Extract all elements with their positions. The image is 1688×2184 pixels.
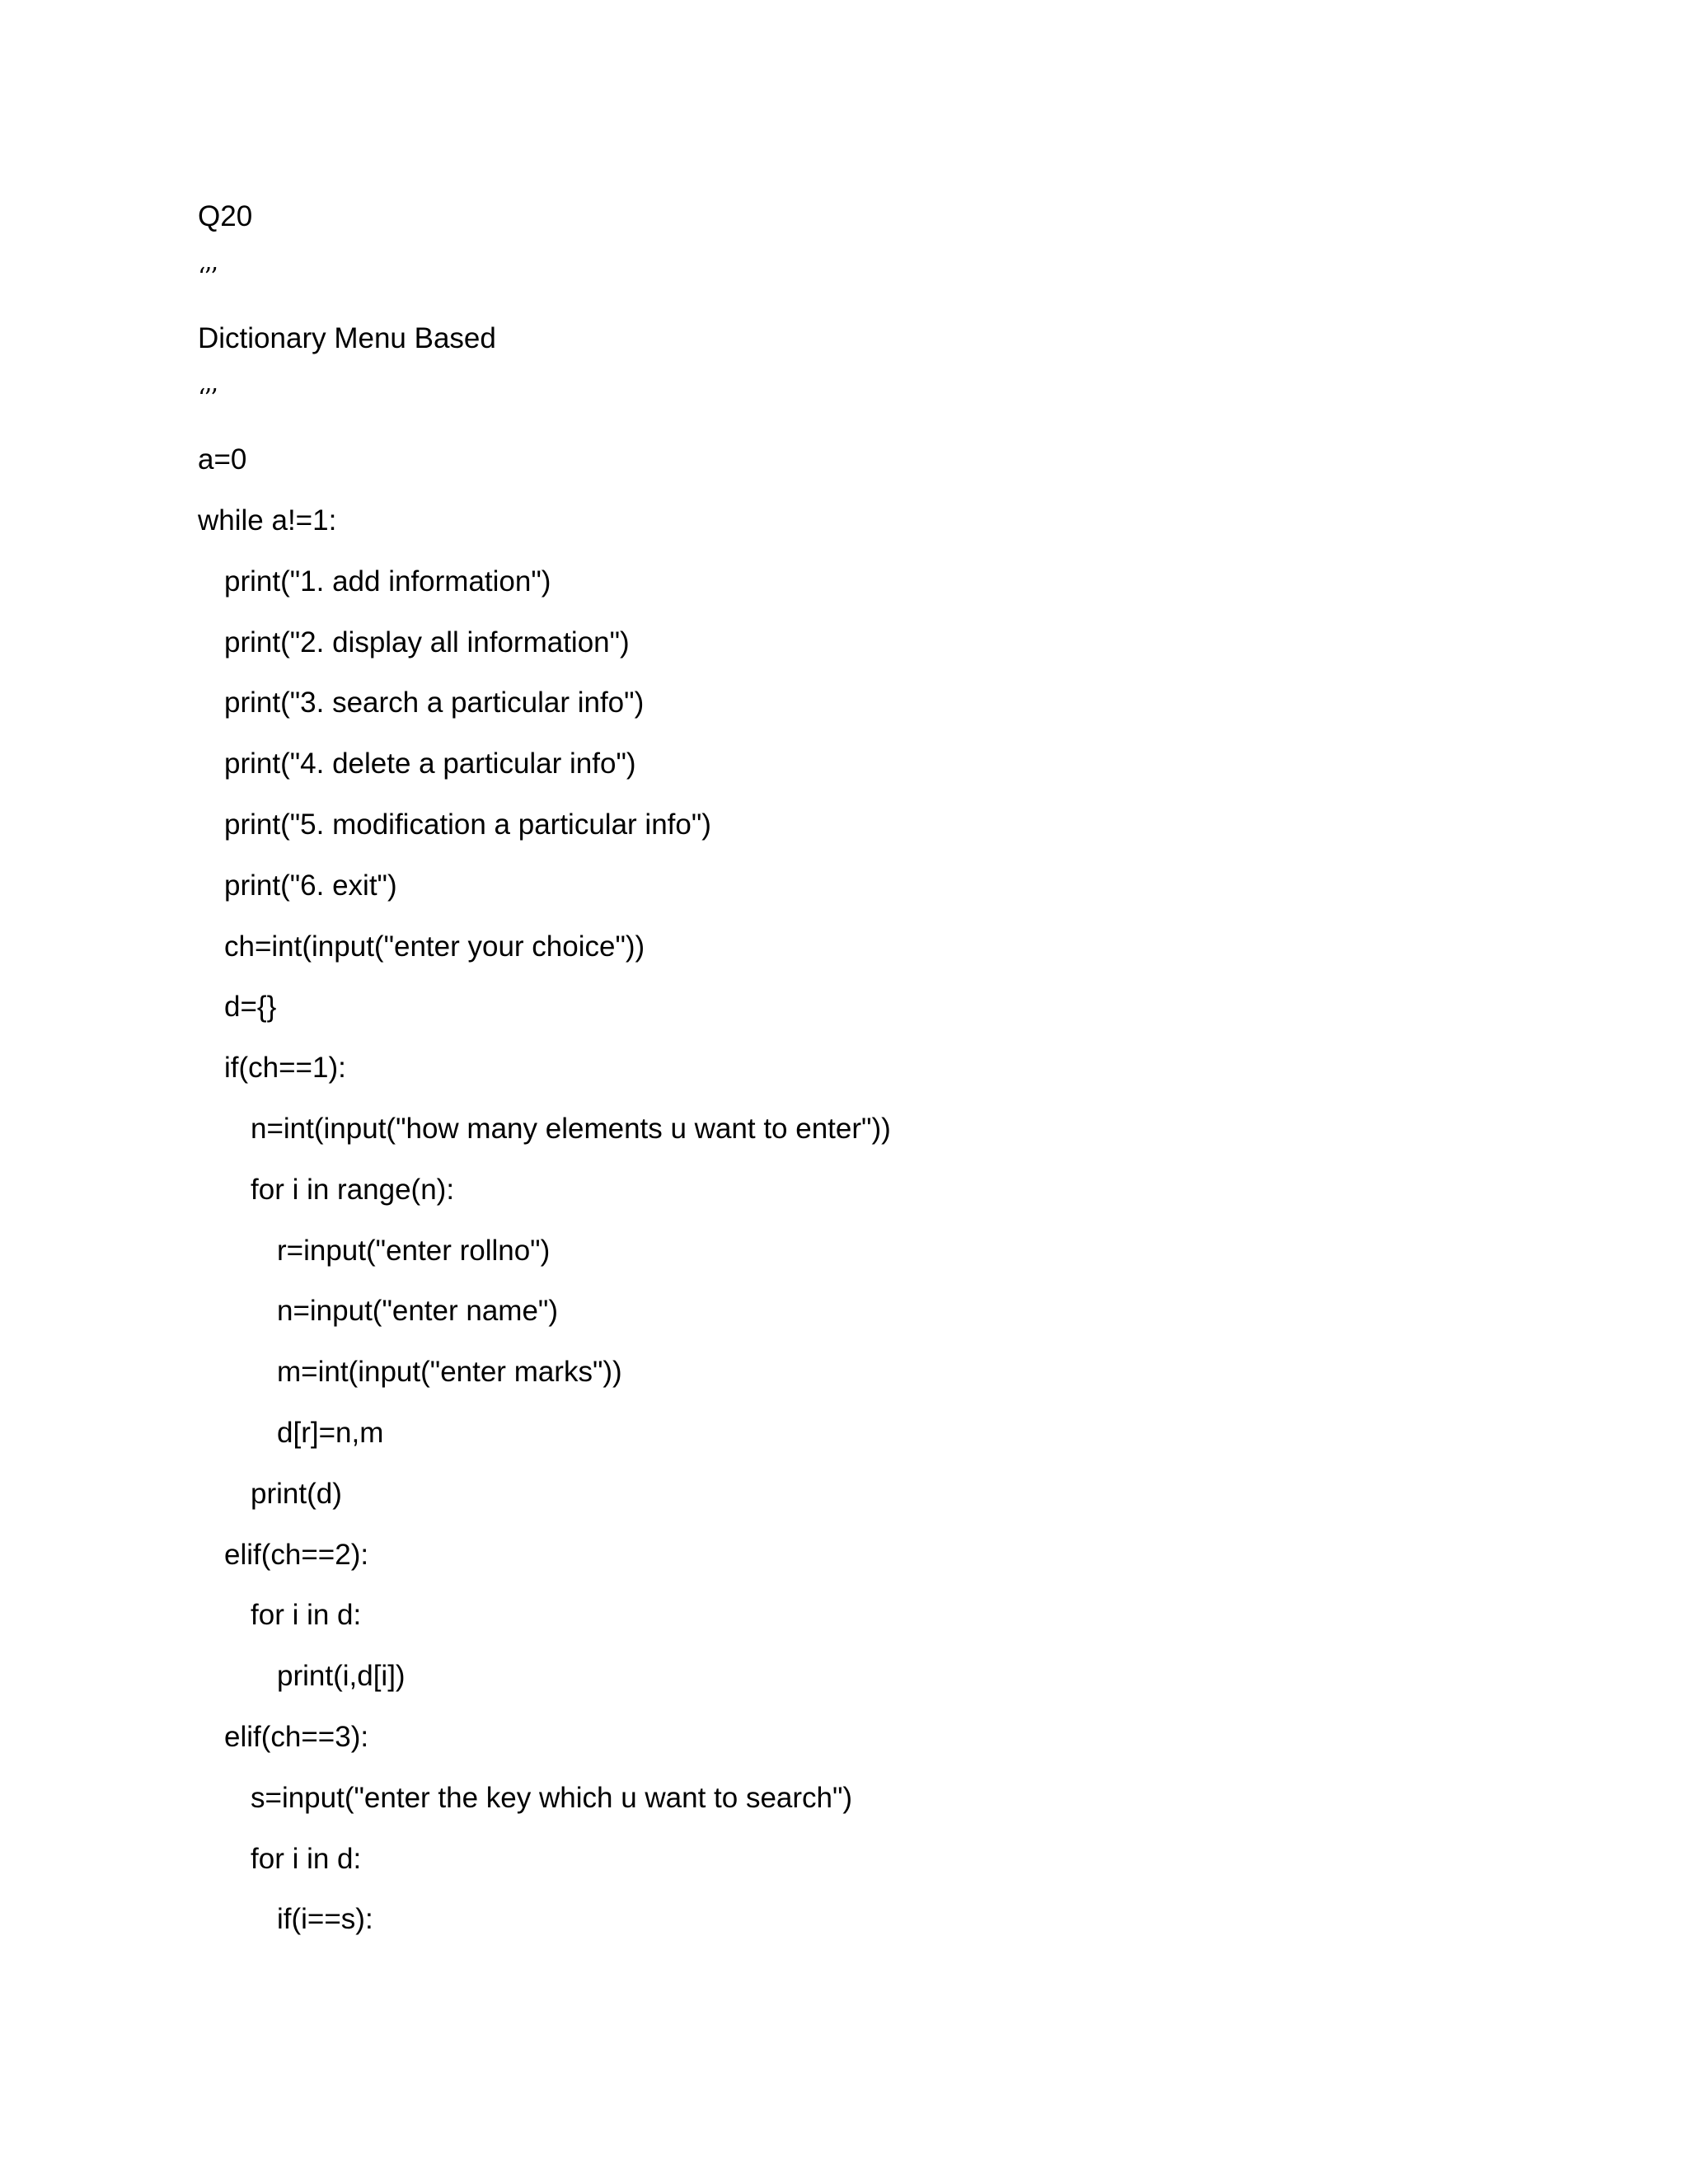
code-line: ch=int(input("enter your choice")): [224, 930, 645, 963]
code-line: print("6. exit"): [224, 869, 397, 902]
code-line: print("4. delete a particular info"): [224, 748, 636, 780]
code-line: while a!=1:: [198, 504, 337, 537]
code-line: print(i,d[i]): [277, 1660, 406, 1693]
code-line: print("2. display all information"): [224, 626, 630, 658]
docstring-close: ‘’’: [198, 384, 217, 414]
code-line: elif(ch==3):: [224, 1720, 369, 1753]
code-document: [198, 196, 1517, 1960]
code-line: n=input("enter name"): [277, 1295, 559, 1328]
code-line: elif(ch==2):: [224, 1538, 369, 1571]
code-line: n=int(input("how many elements u want to enter")): [251, 1112, 891, 1145]
code-line: print("1. add information"): [224, 565, 551, 598]
code-line: d={}: [224, 991, 277, 1024]
code-line: for i in d:: [251, 1599, 362, 1632]
docstring-text: Dictionary Menu Based: [198, 321, 496, 354]
code-line: m=int(input("enter marks")): [277, 1356, 622, 1389]
docstring-open: ‘’’: [198, 262, 217, 292]
code-line: d[r]=n,m: [277, 1416, 384, 1449]
code-line: s=input("enter the key which u want to search"): [251, 1781, 853, 1814]
code-line: print("5. modification a particular info"): [224, 808, 711, 841]
code-line: print(d): [251, 1477, 342, 1510]
code-line: for i in d:: [251, 1842, 362, 1875]
code-line: r=input("enter rollno"): [277, 1234, 551, 1267]
code-line: if(ch==1):: [224, 1052, 346, 1085]
code-line: a=0: [198, 443, 247, 476]
code-block: [198, 439, 1517, 1960]
question-heading: Q20: [198, 200, 253, 232]
code-line: if(i==s):: [277, 1903, 373, 1936]
code-line: for i in range(n):: [251, 1173, 455, 1206]
code-line: print("3. search a particular info"): [224, 687, 645, 719]
